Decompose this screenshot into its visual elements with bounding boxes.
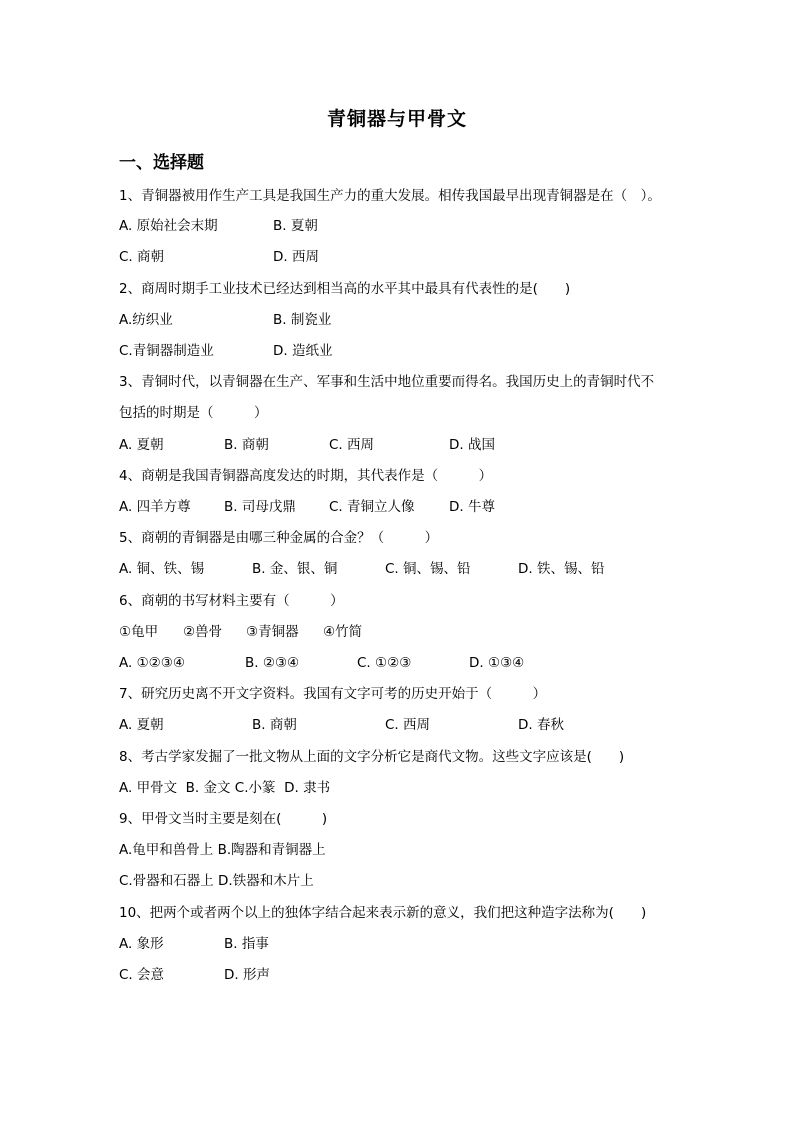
question-1-stem: 1、青铜器被用作生产工具是我国生产力的重大发展。相传我国最早出现青铜器是在（ ）。 bbox=[119, 188, 661, 204]
question-6-item-3: ③青铜器 bbox=[246, 624, 299, 640]
question-7-option-d: D. 春秋 bbox=[518, 717, 564, 733]
question-7-stem: 7、研究历史离不开文字资料。我国有文字可考的历史开始于（ ） bbox=[119, 686, 547, 702]
question-9-options-ab: A.龟甲和兽骨上 B.陶器和青铜器上 bbox=[119, 842, 326, 858]
question-5-option-b: B. 金、银、铜 bbox=[252, 561, 338, 577]
question-6-item-4: ④竹简 bbox=[323, 624, 363, 640]
page-title: 青铜器与甲骨文 bbox=[326, 108, 467, 130]
question-7-option-b: B. 商朝 bbox=[252, 717, 297, 733]
question-2-option-a: A.纺织业 bbox=[119, 312, 173, 328]
question-6-option-d: D. ①③④ bbox=[469, 655, 525, 671]
question-10-stem: 10、把两个或者两个以上的独体字结合起来表示新的意义，我们把这种造字法称为( ) bbox=[119, 905, 647, 921]
question-5-stem: 5、商朝的青铜器是由哪三种金属的合金？（ ） bbox=[119, 530, 439, 546]
question-6-option-a: A. ①②③④ bbox=[119, 655, 185, 671]
question-5-option-a: A. 铜、铁、锡 bbox=[119, 561, 205, 577]
question-2-option-c: C.青铜器制造业 bbox=[119, 343, 214, 359]
question-3-option-a: A. 夏朝 bbox=[119, 437, 164, 453]
question-2-option-b: B. 制瓷业 bbox=[273, 312, 332, 328]
question-1-option-b: B. 夏朝 bbox=[273, 218, 318, 234]
question-10-options-row-2 bbox=[119, 965, 270, 1045]
question-6-option-b: B. ②③④ bbox=[245, 655, 300, 671]
question-4-option-d: D. 牛尊 bbox=[449, 499, 495, 515]
question-10-option-b: B. 指事 bbox=[224, 936, 269, 952]
question-8-options: A. 甲骨文 B. 金文 C.小篆 D. 隶书 bbox=[119, 780, 331, 796]
question-1-option-c: C. 商朝 bbox=[119, 249, 165, 265]
question-4-option-c: C. 青铜立人像 bbox=[329, 499, 415, 515]
question-5-option-c: C. 铜、锡、铅 bbox=[385, 561, 471, 577]
question-6-item-1: ①龟甲 bbox=[119, 624, 159, 640]
question-4-stem: 4、商朝是我国青铜器高度发达的时期，其代表作是（ ） bbox=[119, 468, 493, 484]
question-3-option-b: B. 商朝 bbox=[224, 437, 269, 453]
question-7-option-c: C. 西周 bbox=[385, 717, 431, 733]
question-10-option-d: D. 形声 bbox=[224, 967, 270, 983]
question-1-option-d: D. 西周 bbox=[273, 249, 319, 265]
question-9-options-cd: C.骨器和石器上 D.铁器和木片上 bbox=[119, 873, 314, 889]
question-4-option-a: A. 四羊方尊 bbox=[119, 499, 191, 515]
question-3-stem-line-2: 包括的时期是（ ） bbox=[119, 405, 268, 421]
question-6-stem: 6、商朝的书写材料主要有（ ） bbox=[119, 593, 344, 609]
section-heading: 一、选择题 bbox=[119, 153, 204, 173]
question-9-stem: 9、甲骨文当时主要是刻在( ) bbox=[119, 811, 328, 827]
question-5-option-d: D. 铁、锡、铅 bbox=[518, 561, 605, 577]
question-1-option-a: A. 原始社会末期 bbox=[119, 218, 218, 234]
question-3-stem-line-1: 3、青铜时代，以青铜器在生产、军事和生活中地位重要而得名。我国历史上的青铜时代不 bbox=[119, 374, 655, 390]
question-2-option-d: D. 造纸业 bbox=[273, 343, 333, 359]
question-8-stem: 8、考古学家发掘了一批文物从上面的文字分析它是商代文物。这些文字应该是( ) bbox=[119, 749, 625, 765]
question-10-option-a: A. 象形 bbox=[119, 936, 164, 952]
question-4-option-b: B. 司母戊鼎 bbox=[224, 499, 296, 515]
question-6-option-c: C. ①②③ bbox=[357, 655, 412, 671]
question-3-option-c: C. 西周 bbox=[329, 437, 375, 453]
question-2-stem: 2、商周时期手工业技术已经达到相当高的水平其中最具有代表性的是( ) bbox=[119, 281, 571, 297]
question-7-option-a: A. 夏朝 bbox=[119, 717, 164, 733]
question-10-option-c: C. 会意 bbox=[119, 967, 165, 983]
question-3-option-d: D. 战国 bbox=[449, 437, 495, 453]
question-6-item-2: ②兽骨 bbox=[183, 624, 223, 640]
